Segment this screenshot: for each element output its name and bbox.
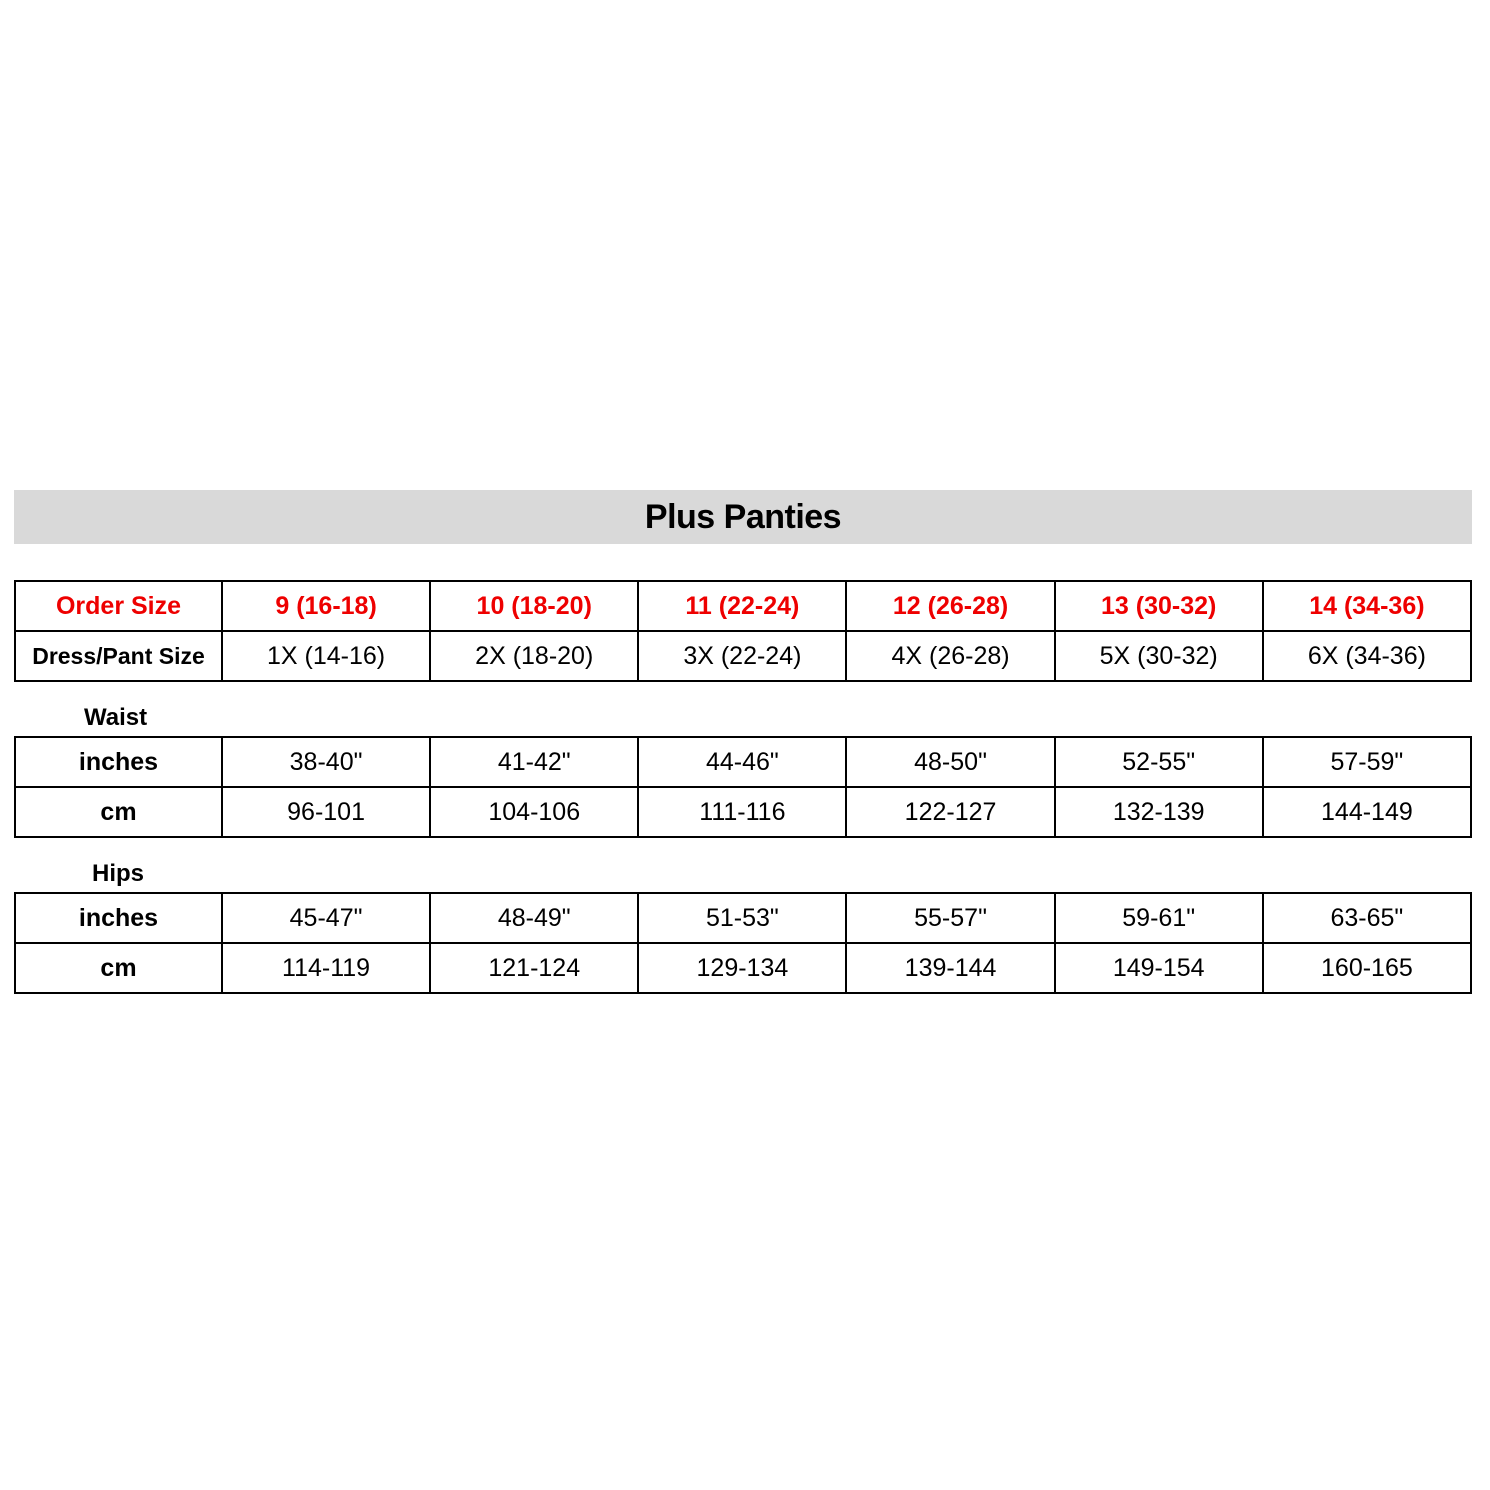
hips-cm-label: cm [15, 943, 222, 993]
dress-size-cell: 2X (18-20) [430, 631, 638, 681]
dress-size-label: Dress/Pant Size [15, 631, 222, 681]
waist-cm-cell: 96-101 [222, 787, 430, 837]
order-size-cell: 12 (26-28) [846, 581, 1054, 631]
hips-cm-cell: 139-144 [846, 943, 1054, 993]
waist-inches-row [15, 737, 1471, 787]
hips-cm-row [15, 943, 1471, 993]
order-size-cell: 13 (30-32) [1055, 581, 1263, 631]
dress-size-cell: 6X (34-36) [1263, 631, 1471, 681]
hips-inches-cell: 51-53" [638, 893, 846, 943]
dress-size-cell: 1X (14-16) [222, 631, 430, 681]
order-size-cell: 11 (22-24) [638, 581, 846, 631]
order-size-cell: 9 (16-18) [222, 581, 430, 631]
waist-inches-cell: 48-50" [846, 737, 1054, 787]
hips-inches-cell: 63-65" [1263, 893, 1471, 943]
dress-size-cell: 5X (30-32) [1055, 631, 1263, 681]
waist-inches-cell: 52-55" [1055, 737, 1263, 787]
waist-inches-cell: 57-59" [1263, 737, 1471, 787]
hips-cm-cell: 149-154 [1055, 943, 1263, 993]
hips-inches-cell: 48-49" [430, 893, 638, 943]
waist-inches-label: inches [15, 737, 222, 787]
hips-cm-cell: 121-124 [430, 943, 638, 993]
hips-inches-row [15, 893, 1471, 943]
hips-cm-cell: 114-119 [222, 943, 430, 993]
dress-size-cell: 3X (22-24) [638, 631, 846, 681]
waist-table [14, 736, 1472, 838]
order-size-label: Order Size [15, 581, 222, 631]
waist-cm-row [15, 787, 1471, 837]
waist-cm-cell: 104-106 [430, 787, 638, 837]
waist-cm-cell: 132-139 [1055, 787, 1263, 837]
hips-table [14, 892, 1472, 994]
waist-inches-cell: 38-40" [222, 737, 430, 787]
waist-inches-cell: 44-46" [638, 737, 846, 787]
waist-heading: Waist [84, 704, 148, 731]
order-size-row [15, 581, 1471, 631]
waist-inches-cell: 41-42" [430, 737, 638, 787]
title-banner [14, 490, 1472, 544]
waist-cm-cell: 122-127 [846, 787, 1054, 837]
dress-size-row [15, 631, 1471, 681]
hips-inches-cell: 55-57" [846, 893, 1054, 943]
hips-cm-cell: 129-134 [638, 943, 846, 993]
hips-inches-label: inches [15, 893, 222, 943]
hips-inches-cell: 59-61" [1055, 893, 1263, 943]
hips-cm-cell: 160-165 [1263, 943, 1471, 993]
order-size-cell: 10 (18-20) [430, 581, 638, 631]
size-table [14, 580, 1472, 682]
waist-cm-cell: 111-116 [638, 787, 846, 837]
dress-size-cell: 4X (26-28) [846, 631, 1054, 681]
waist-cm-label: cm [15, 787, 222, 837]
order-size-cell: 14 (34-36) [1263, 581, 1471, 631]
page-title: Plus Panties [644, 497, 842, 536]
hips-inches-cell: 45-47" [222, 893, 430, 943]
hips-heading: Hips [92, 860, 145, 887]
waist-cm-cell: 144-149 [1263, 787, 1471, 837]
